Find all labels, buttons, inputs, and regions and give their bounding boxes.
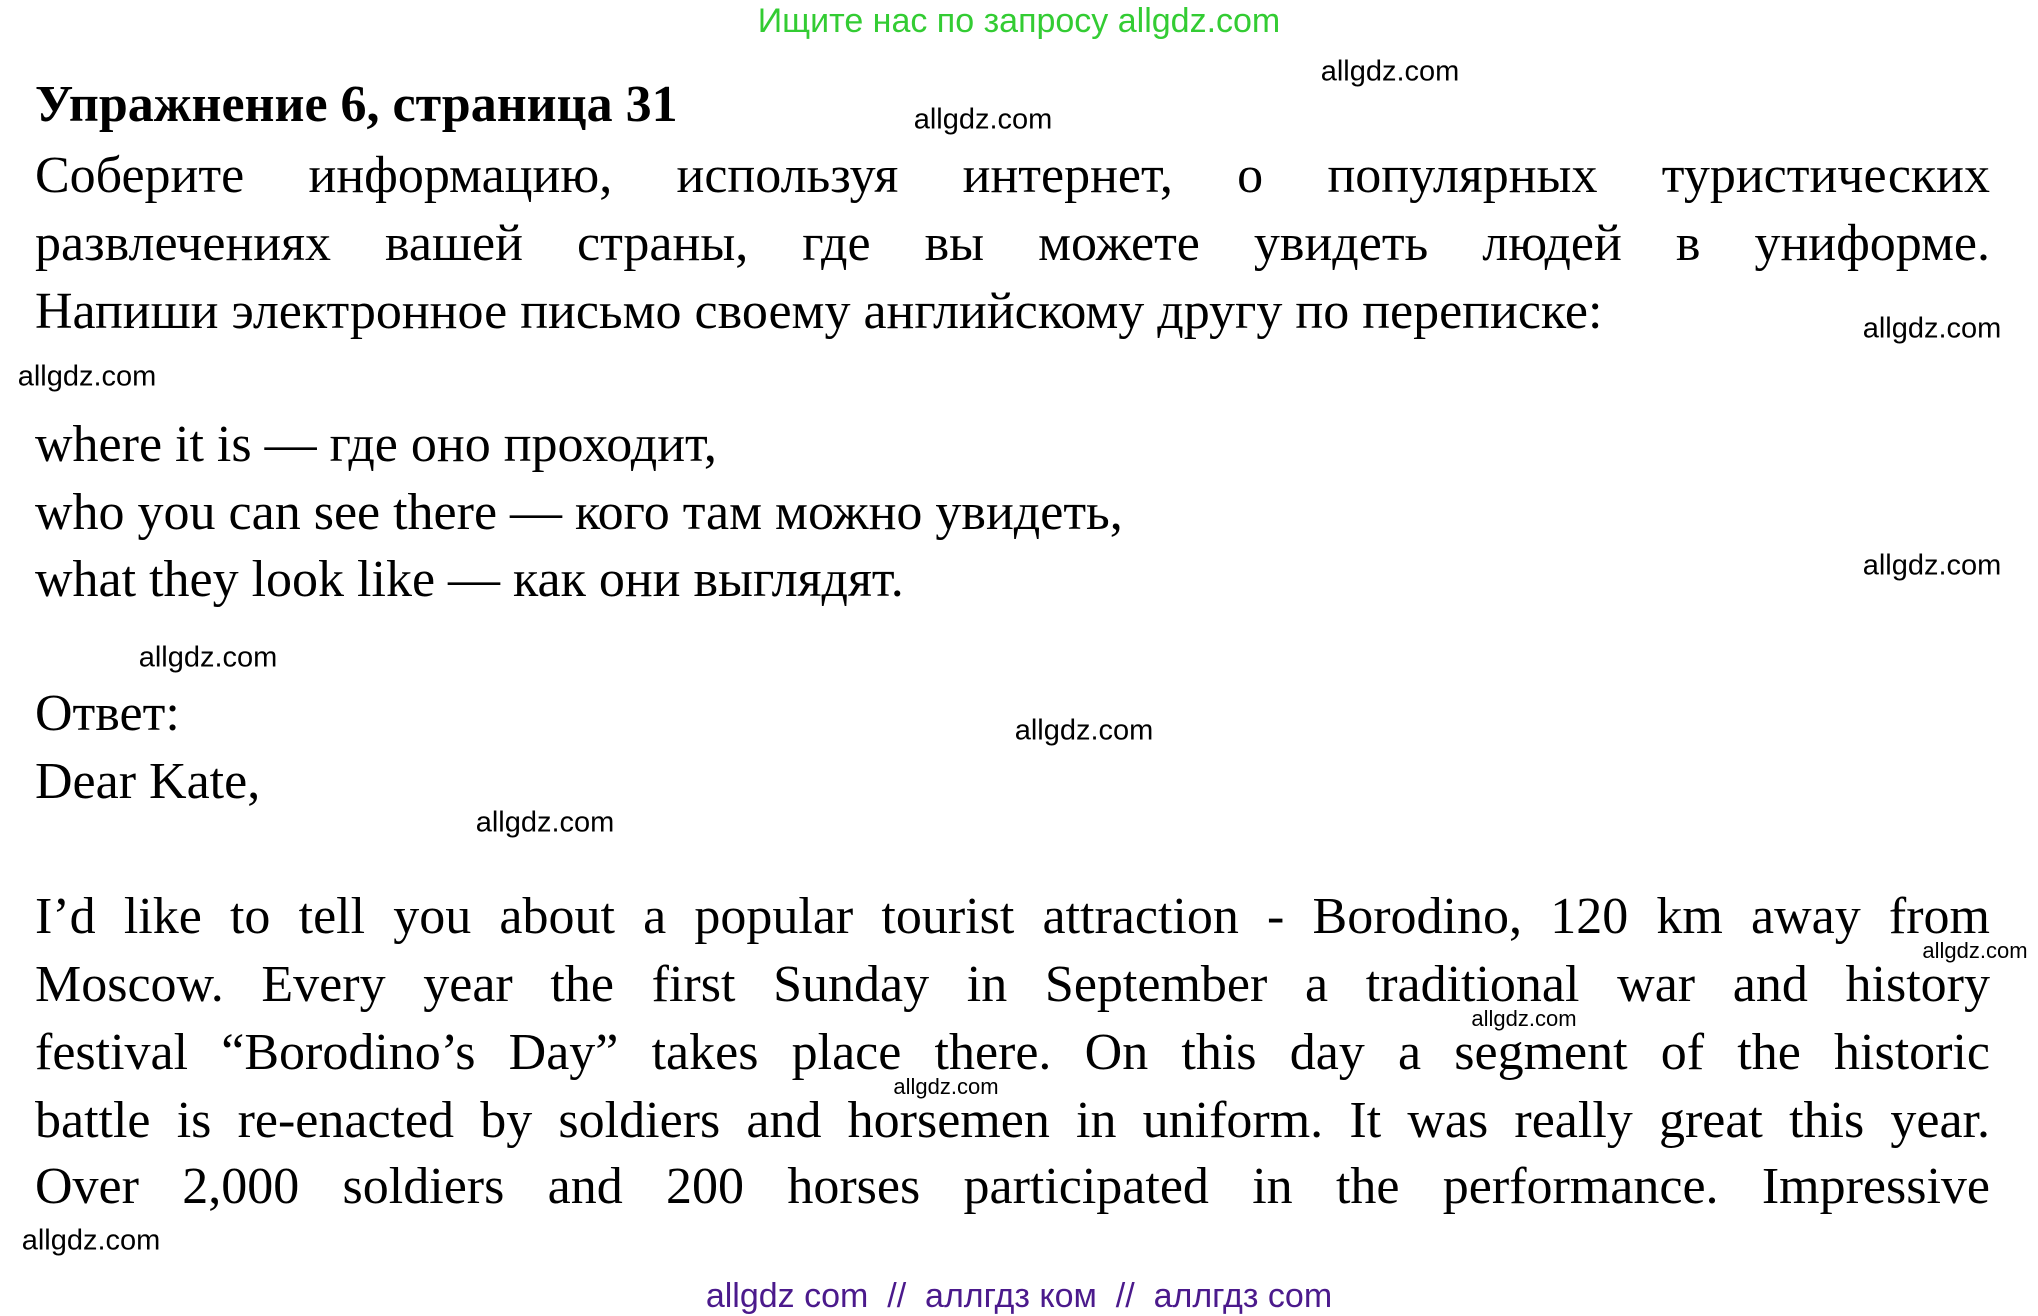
point-item: where it is — где оно проходит, [35, 416, 717, 473]
bottom-banner-text: allgdz com // аллгдз ком // аллгдз com [705, 1277, 1333, 1315]
letter-line: Moscow. Every year the first Sunday in September a traditional war and history [35, 956, 1990, 1013]
watermark: allgdz.com [138, 641, 278, 674]
watermark: allgdz.com [1014, 714, 1154, 747]
watermark: allgdz.com [1862, 549, 2002, 582]
task-line: Соберите информацию, используя интернет, о популярных туристических [35, 147, 1990, 204]
watermark: allgdz.com [1922, 938, 2028, 963]
letter-line: festival “Borodino’s Day” takes place there. On this day a segment of the historic [35, 1024, 1990, 1081]
watermark: allgdz.com [475, 806, 615, 839]
letter-line: Over 2,000 soldiers and 200 horses participated in the performance. Impressive [35, 1158, 1990, 1215]
watermark: allgdz.com [1471, 1006, 1577, 1031]
watermark: allgdz.com [21, 1224, 161, 1257]
page-title: Упражнение 6, страница 31 [35, 76, 678, 133]
task-line: Напиши электронное письмо своему английскому другу по переписке: [35, 283, 1603, 340]
watermark: allgdz.com [1862, 312, 2002, 345]
letter-greeting: Dear Kate, [35, 753, 261, 810]
letter-line: battle is re-enacted by soldiers and horsemen in uniform. It was really great this year. [35, 1092, 1990, 1149]
task-line: развлечениях вашей страны, где вы можете увидеть людей в униформе. [35, 215, 1990, 272]
letter-line: I’d like to tell you about a popular tourist attraction - Borodino, 120 km away from [35, 888, 1990, 945]
top-banner: Ищите нас по запросу allgdz.com [757, 2, 1281, 40]
watermark: allgdz.com [893, 1074, 999, 1099]
answer-label: Ответ: [35, 685, 180, 742]
watermark: allgdz.com [1320, 55, 1460, 88]
watermark: allgdz.com [913, 103, 1053, 136]
point-item: who you can see there — кого там можно увидеть, [35, 484, 1123, 541]
watermark: allgdz.com [17, 360, 157, 393]
bottom-banner [0, 1277, 2038, 1316]
point-item: what they look like — как они выглядят. [35, 551, 904, 608]
